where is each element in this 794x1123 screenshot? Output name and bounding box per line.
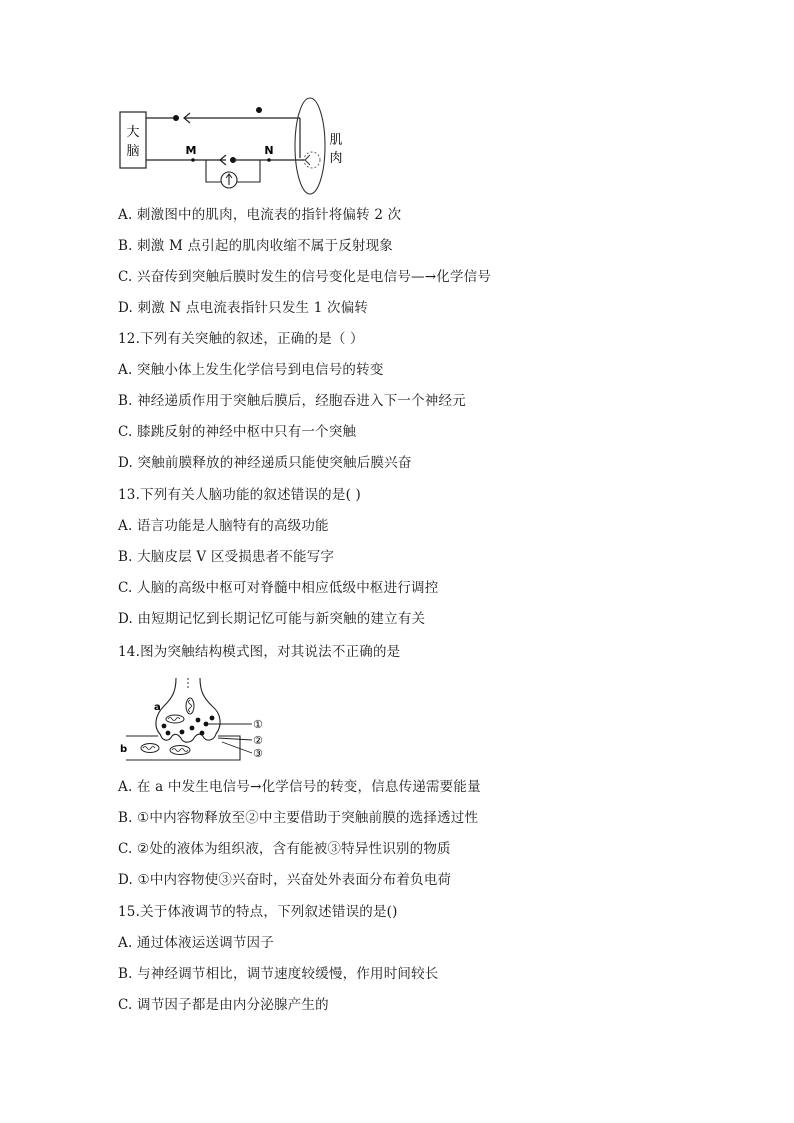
q11-option-d: D. 刺激 N 点电流表指针只发生 1 次偏转 bbox=[118, 300, 369, 316]
q15-option-a: A. 通过体液运送调节因子 bbox=[118, 935, 274, 951]
q13-option-a: A. 语言功能是人脑特有的高级功能 bbox=[118, 518, 329, 534]
q14-option-c: C. ②处的液体为组织液，含有能被③特异性识别的物质 bbox=[118, 841, 451, 857]
point-m-label: M bbox=[185, 144, 197, 157]
q12-option-c: C. 膝跳反射的神经中枢中只有一个突触 bbox=[118, 424, 357, 440]
q12-stem: 12.下列有关突触的叙述，正确的是（ ） bbox=[118, 331, 364, 347]
muscle-label-1: 肌 bbox=[329, 133, 343, 148]
q11-option-a: A. 刺激图中的肌肉，电流表的指针将偏转 2 次 bbox=[118, 207, 402, 223]
synapse-structure-figure bbox=[118, 676, 278, 766]
q13-stem: 13.下列有关人脑功能的叙述错误的是( ) bbox=[118, 487, 361, 503]
synapse-label-a: a bbox=[154, 702, 161, 713]
synapse-label-b: b bbox=[120, 744, 128, 755]
brain-label-2: 脑 bbox=[126, 144, 140, 159]
q14-option-a: A. 在 a 中发生电信号→化学信号的转变，信息传递需要能量 bbox=[118, 779, 481, 795]
q13-option-c: C. 人脑的高级中枢可对脊髓中相应低级中枢进行调控 bbox=[118, 580, 439, 596]
q14-option-b: B. ①中内容物释放至②中主要借助于突触前膜的选择透过性 bbox=[118, 810, 479, 826]
q11-option-c: C. 兴奋传到突触后膜时发生的信号变化是电信号—→化学信号 bbox=[118, 269, 492, 285]
q12-option-a: A. 突触小体上发生化学信号到电信号的转变 bbox=[118, 362, 384, 378]
reflex-circuit-figure bbox=[118, 92, 348, 200]
q15-option-c: C. 调节因子都是由内分泌腺产生的 bbox=[118, 997, 329, 1013]
synapse-dot-top-right bbox=[256, 107, 262, 113]
q14-stem: 14.图为突触结构模式图，对其说法不正确的是 bbox=[118, 644, 401, 660]
synapse-label-3: ③ bbox=[253, 747, 263, 760]
synapse-dot-top-left bbox=[173, 115, 179, 121]
q12-option-b: B. 神经递质作用于突触后膜后，经胞吞进入下一个神经元 bbox=[118, 393, 466, 409]
brain-label-1: 大 bbox=[126, 125, 140, 140]
brain-box bbox=[120, 112, 146, 168]
q13-option-b: B. 大脑皮层 V 区受损患者不能写字 bbox=[118, 549, 335, 565]
muscle-label-2: 肉 bbox=[329, 151, 343, 166]
synapse-label-1: ① bbox=[253, 718, 263, 731]
q15-option-b: B. 与神经调节相比，调节速度较缓慢，作用时间较长 bbox=[118, 966, 439, 982]
point-n-label: N bbox=[264, 144, 274, 157]
q12-option-d: D. 突触前膜释放的神经递质只能使突触后膜兴奋 bbox=[118, 455, 412, 471]
q11-option-b: B. 刺激 M 点引起的肌肉收缩不属于反射现象 bbox=[118, 238, 394, 254]
q15-stem: 15.关于体液调节的特点，下列叙述错误的是() bbox=[118, 904, 398, 920]
synapse-label-2: ② bbox=[253, 734, 263, 747]
q14-option-d: D. ①中内容物使③兴奋时，兴奋处外表面分布着负电荷 bbox=[118, 872, 452, 888]
q13-option-d: D. 由短期记忆到长期记忆可能与新突触的建立有关 bbox=[118, 611, 426, 627]
